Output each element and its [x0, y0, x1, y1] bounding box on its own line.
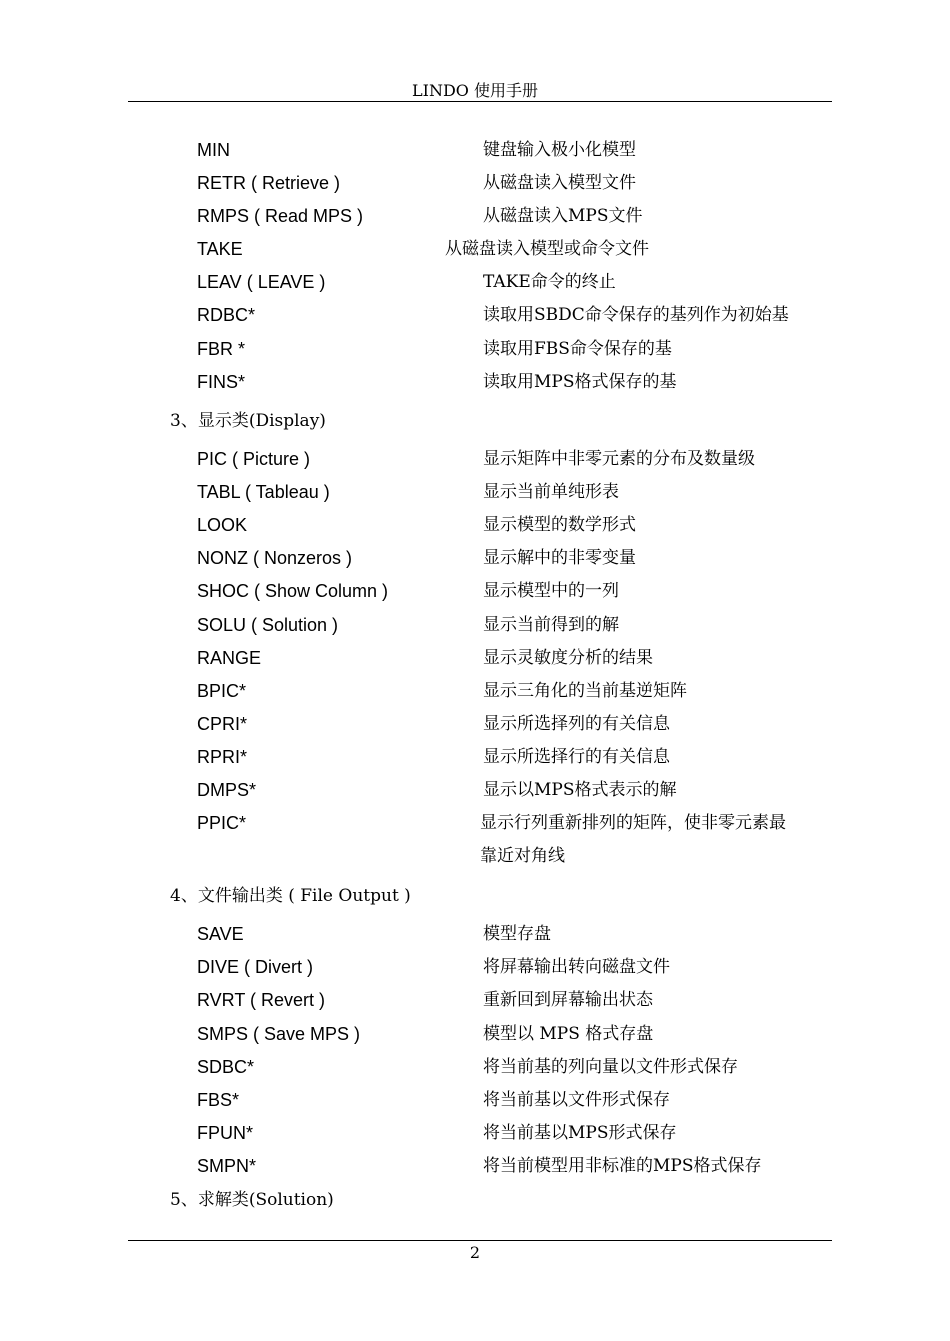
footer-rule — [128, 1240, 832, 1241]
command-description: 显示三角化的当前基逆矩阵 — [483, 681, 687, 701]
command-name: FPUN* — [197, 1123, 254, 1143]
page-header: LINDO 使用手册 — [412, 81, 538, 100]
command-name: MIN — [197, 140, 230, 160]
command-description-continued: 靠近对角线 — [480, 846, 565, 866]
command-description: 显示模型中的一列 — [483, 581, 619, 601]
command-name: FBR * — [197, 339, 246, 359]
command-description: 显示当前单纯形表 — [483, 482, 619, 502]
command-description: 将当前基的列向量以文件形式保存 — [483, 1057, 738, 1077]
command-name: SMPN* — [197, 1156, 257, 1176]
command-description: 将当前模型用非标准的MPS格式保存 — [483, 1156, 762, 1176]
command-description: 将当前基以文件形式保存 — [483, 1090, 670, 1110]
command-description: 显示所选择列的有关信息 — [483, 714, 670, 734]
command-name: LEAV ( LEAVE ) — [197, 272, 326, 292]
command-description: 显示当前得到的解 — [483, 615, 619, 635]
command-description: 键盘输入极小化模型 — [483, 140, 636, 160]
command-name: RMPS ( Read MPS ) — [197, 206, 364, 226]
section-heading-file-output: 4、文件输出类 ( File Output ) — [170, 886, 411, 906]
command-name: TABL ( Tableau ) — [197, 482, 330, 502]
command-description: 模型存盘 — [483, 924, 551, 944]
command-name: RPRI* — [197, 747, 248, 767]
command-description: 显示矩阵中非零元素的分布及数量级 — [483, 449, 755, 469]
command-name: FBS* — [197, 1090, 240, 1110]
command-name: PIC ( Picture ) — [197, 449, 311, 469]
command-name: TAKE — [197, 239, 243, 259]
command-name: CPRI* — [197, 714, 248, 734]
command-description: 从磁盘读入MPS文件 — [483, 206, 643, 226]
command-name: DMPS* — [197, 780, 257, 800]
command-description: 从磁盘读入模型或命令文件 — [445, 239, 649, 259]
command-name: LOOK — [197, 515, 248, 535]
section-heading-solution: 5、求解类(Solution) — [170, 1190, 334, 1210]
command-name: SOLU ( Solution ) — [197, 615, 339, 635]
command-name: DIVE ( Divert ) — [197, 957, 314, 977]
command-name: SHOC ( Show Column ) — [197, 581, 389, 601]
command-description: 显示行列重新排列的矩阵，使非零元素最 — [480, 813, 786, 833]
command-description: 显示以MPS格式表示的解 — [483, 780, 677, 800]
command-name: RDBC* — [197, 305, 256, 325]
command-name: RVRT ( Revert ) — [197, 990, 326, 1010]
command-name: NONZ ( Nonzeros ) — [197, 548, 353, 568]
command-description: 模型以 MPS 格式存盘 — [483, 1024, 654, 1044]
command-name: FINS* — [197, 372, 246, 392]
command-name: PPIC* — [197, 813, 247, 833]
command-description: TAKE命令的终止 — [483, 272, 616, 292]
page-number: 2 — [469, 1243, 481, 1262]
command-description: 读取用FBS命令保存的基 — [483, 339, 672, 359]
command-name: SAVE — [197, 924, 244, 944]
section-heading-display: 3、显示类(Display) — [170, 411, 326, 431]
command-description: 将屏幕输出转向磁盘文件 — [483, 957, 670, 977]
command-name: BPIC* — [197, 681, 247, 701]
command-description: 显示所选择行的有关信息 — [483, 747, 670, 767]
header-rule — [128, 101, 832, 102]
command-description: 将当前基以MPS形式保存 — [483, 1123, 677, 1143]
command-name: SDBC* — [197, 1057, 255, 1077]
command-description: 从磁盘读入模型文件 — [483, 173, 636, 193]
command-description: 显示模型的数学形式 — [483, 515, 636, 535]
command-description: 显示灵敏度分析的结果 — [483, 648, 653, 668]
command-name: RANGE — [197, 648, 262, 668]
command-name: RETR ( Retrieve ) — [197, 173, 341, 193]
command-description: 显示解中的非零变量 — [483, 548, 636, 568]
command-description: 读取用SBDC命令保存的基列作为初始基 — [483, 305, 789, 325]
command-description: 读取用MPS格式保存的基 — [483, 372, 677, 392]
command-description: 重新回到屏幕输出状态 — [483, 990, 653, 1010]
command-name: SMPS ( Save MPS ) — [197, 1024, 361, 1044]
